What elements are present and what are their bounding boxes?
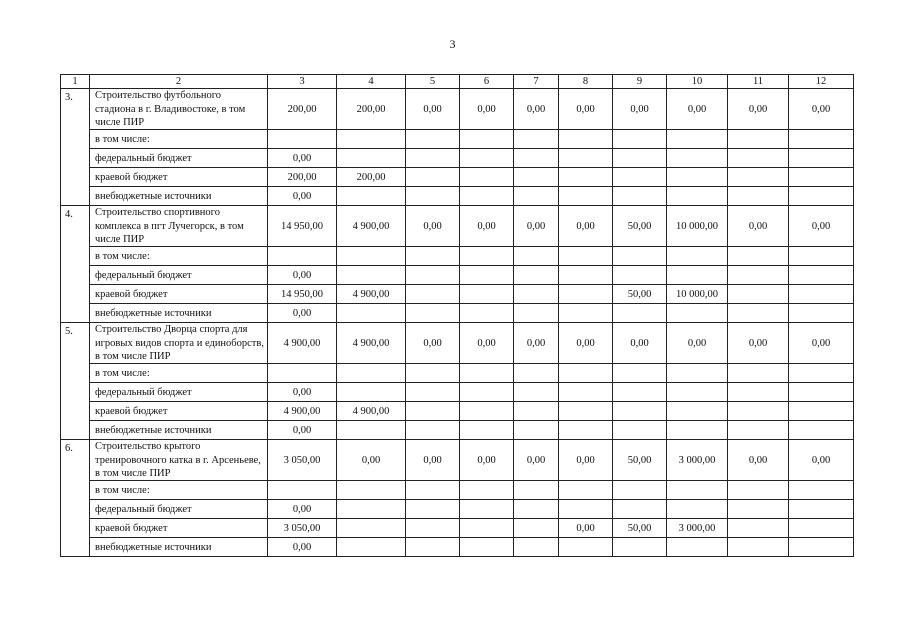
- funding-value-col-6: [460, 285, 514, 304]
- funding-value-col-3: 0,00: [268, 500, 337, 519]
- funding-value-col-10: [667, 168, 728, 187]
- funding-value-col-11: [728, 304, 789, 323]
- funding-value-col-12: [789, 402, 854, 421]
- funding-value-col-5: [406, 304, 460, 323]
- funding-value-col-8: [559, 130, 613, 149]
- funding-value-col-6: [460, 364, 514, 383]
- funding-value-col-8: [559, 383, 613, 402]
- funding-value-col-4: [337, 304, 406, 323]
- funding-value-col-10: [667, 266, 728, 285]
- project-name: Строительство крытого тренировочного катка в г. Арсеньеве, в том числе ПИР: [90, 440, 268, 481]
- project-value-col-5: 0,00: [406, 89, 460, 130]
- funding-row: [61, 304, 854, 323]
- funding-row: [61, 168, 854, 187]
- funding-value-col-7: [514, 481, 559, 500]
- funding-value-col-12: [789, 149, 854, 168]
- column-number-10: 10: [667, 75, 728, 89]
- funding-value-col-8: [559, 187, 613, 206]
- funding-source-label: внебюджетные источники: [90, 187, 268, 206]
- project-value-col-3: 3 050,00: [268, 440, 337, 481]
- funding-source-label: в том числе:: [90, 364, 268, 383]
- column-number-3: 3: [268, 75, 337, 89]
- funding-value-col-12: [789, 481, 854, 500]
- funding-value-col-9: [613, 383, 667, 402]
- funding-value-col-5: [406, 519, 460, 538]
- project-value-col-12: 0,00: [789, 440, 854, 481]
- column-number-7: 7: [514, 75, 559, 89]
- column-number-9: 9: [613, 75, 667, 89]
- project-value-col-7: 0,00: [514, 206, 559, 247]
- funding-row: [61, 538, 854, 557]
- table-body: [61, 75, 854, 557]
- funding-value-col-3: 0,00: [268, 187, 337, 206]
- project-value-col-10: 3 000,00: [667, 440, 728, 481]
- funding-value-col-10: 10 000,00: [667, 285, 728, 304]
- project-name: Строительство спортивного комплекса в пгт Лучегорск, в том числе ПИР: [90, 206, 268, 247]
- funding-value-col-12: [789, 383, 854, 402]
- column-number-12: 12: [789, 75, 854, 89]
- project-value-col-12: 0,00: [789, 89, 854, 130]
- funding-value-col-3: [268, 247, 337, 266]
- funding-value-col-7: [514, 247, 559, 266]
- project-value-col-9: 0,00: [613, 89, 667, 130]
- project-value-col-4: 0,00: [337, 440, 406, 481]
- column-number-1: 1: [61, 75, 90, 89]
- funding-value-col-5: [406, 538, 460, 557]
- page-number: 3: [449, 37, 456, 51]
- funding-row: [61, 519, 854, 538]
- funding-value-col-10: [667, 149, 728, 168]
- project-number: 6.: [61, 440, 90, 557]
- funding-value-col-11: [728, 187, 789, 206]
- funding-value-col-5: [406, 364, 460, 383]
- project-number: 4.: [61, 206, 90, 323]
- funding-row: [61, 364, 854, 383]
- funding-value-col-9: 50,00: [613, 519, 667, 538]
- funding-value-col-5: [406, 168, 460, 187]
- funding-value-col-11: [728, 285, 789, 304]
- funding-value-col-7: [514, 168, 559, 187]
- funding-value-col-8: [559, 266, 613, 285]
- project-value-col-8: 0,00: [559, 206, 613, 247]
- funding-value-col-11: [728, 247, 789, 266]
- funding-row: [61, 247, 854, 266]
- funding-value-col-5: [406, 247, 460, 266]
- project-value-col-11: 0,00: [728, 89, 789, 130]
- funding-value-col-11: [728, 402, 789, 421]
- funding-value-col-6: [460, 481, 514, 500]
- funding-value-col-5: [406, 383, 460, 402]
- column-number-11: 11: [728, 75, 789, 89]
- funding-value-col-12: [789, 538, 854, 557]
- funding-value-col-6: [460, 266, 514, 285]
- funding-value-col-10: [667, 130, 728, 149]
- funding-row: [61, 130, 854, 149]
- funding-source-label: внебюджетные источники: [90, 421, 268, 440]
- project-value-col-5: 0,00: [406, 440, 460, 481]
- funding-value-col-9: [613, 481, 667, 500]
- funding-value-col-6: [460, 402, 514, 421]
- funding-value-col-11: [728, 421, 789, 440]
- funding-value-col-4: [337, 130, 406, 149]
- funding-row: [61, 421, 854, 440]
- funding-value-col-5: [406, 421, 460, 440]
- funding-value-col-7: [514, 304, 559, 323]
- column-number-8: 8: [559, 75, 613, 89]
- funding-value-col-8: [559, 168, 613, 187]
- funding-value-col-12: [789, 519, 854, 538]
- funding-source-label: федеральный бюджет: [90, 149, 268, 168]
- funding-value-col-3: 0,00: [268, 383, 337, 402]
- funding-value-col-9: [613, 500, 667, 519]
- funding-source-label: федеральный бюджет: [90, 266, 268, 285]
- funding-value-col-9: [613, 168, 667, 187]
- project-value-col-11: 0,00: [728, 323, 789, 364]
- funding-row: [61, 149, 854, 168]
- funding-value-col-10: [667, 247, 728, 266]
- project-name: Строительство Дворца спорта для игровых видов спорта и единоборств, в том числе ПИР: [90, 323, 268, 364]
- funding-value-col-10: [667, 304, 728, 323]
- project-value-col-11: 0,00: [728, 206, 789, 247]
- project-value-col-11: 0,00: [728, 440, 789, 481]
- funding-value-col-3: 0,00: [268, 266, 337, 285]
- funding-value-col-11: [728, 364, 789, 383]
- funding-value-col-6: [460, 130, 514, 149]
- funding-source-label: внебюджетные источники: [90, 538, 268, 557]
- funding-row: [61, 187, 854, 206]
- funding-value-col-9: [613, 187, 667, 206]
- funding-value-col-11: [728, 149, 789, 168]
- project-value-col-8: 0,00: [559, 89, 613, 130]
- project-value-col-7: 0,00: [514, 89, 559, 130]
- funding-value-col-8: [559, 421, 613, 440]
- funding-value-col-8: [559, 538, 613, 557]
- funding-value-col-5: [406, 130, 460, 149]
- funding-value-col-11: [728, 500, 789, 519]
- funding-value-col-5: [406, 500, 460, 519]
- column-number-5: 5: [406, 75, 460, 89]
- funding-row: [61, 402, 854, 421]
- funding-source-label: краевой бюджет: [90, 519, 268, 538]
- funding-source-label: краевой бюджет: [90, 402, 268, 421]
- project-value-col-5: 0,00: [406, 323, 460, 364]
- funding-value-col-7: [514, 500, 559, 519]
- funding-value-col-4: 4 900,00: [337, 285, 406, 304]
- funding-value-col-8: [559, 500, 613, 519]
- funding-value-col-4: [337, 538, 406, 557]
- funding-source-label: в том числе:: [90, 247, 268, 266]
- project-value-col-3: 14 950,00: [268, 206, 337, 247]
- funding-value-col-7: [514, 519, 559, 538]
- funding-value-col-3: [268, 130, 337, 149]
- funding-value-col-9: [613, 304, 667, 323]
- funding-value-col-7: [514, 130, 559, 149]
- project-row: [61, 206, 854, 247]
- funding-row: [61, 383, 854, 402]
- funding-value-col-9: [613, 149, 667, 168]
- project-value-col-10: 10 000,00: [667, 206, 728, 247]
- project-value-col-3: 200,00: [268, 89, 337, 130]
- column-number-4: 4: [337, 75, 406, 89]
- funding-source-label: краевой бюджет: [90, 285, 268, 304]
- funding-row: [61, 266, 854, 285]
- project-value-col-9: 0,00: [613, 323, 667, 364]
- funding-value-col-4: [337, 364, 406, 383]
- funding-value-col-5: [406, 285, 460, 304]
- funding-value-col-6: [460, 187, 514, 206]
- funding-value-col-3: 0,00: [268, 149, 337, 168]
- funding-value-col-9: [613, 421, 667, 440]
- funding-value-col-9: [613, 364, 667, 383]
- project-value-col-12: 0,00: [789, 323, 854, 364]
- funding-value-col-3: 0,00: [268, 304, 337, 323]
- funding-value-col-9: 50,00: [613, 285, 667, 304]
- funding-value-col-12: [789, 500, 854, 519]
- funding-value-col-4: [337, 383, 406, 402]
- funding-value-col-6: [460, 383, 514, 402]
- funding-source-label: в том числе:: [90, 481, 268, 500]
- funding-value-col-6: [460, 538, 514, 557]
- funding-value-col-10: [667, 383, 728, 402]
- project-name: Строительство футбольного стадиона в г. Владивостоке, в том числе ПИР: [90, 89, 268, 130]
- project-value-col-10: 0,00: [667, 323, 728, 364]
- budget-table: [60, 74, 854, 557]
- funding-value-col-6: [460, 304, 514, 323]
- funding-source-label: федеральный бюджет: [90, 500, 268, 519]
- funding-value-col-8: [559, 364, 613, 383]
- project-value-col-3: 4 900,00: [268, 323, 337, 364]
- funding-value-col-7: [514, 538, 559, 557]
- funding-value-col-5: [406, 187, 460, 206]
- funding-value-col-10: 3 000,00: [667, 519, 728, 538]
- funding-value-col-5: [406, 481, 460, 500]
- funding-value-col-8: [559, 247, 613, 266]
- funding-value-col-11: [728, 266, 789, 285]
- funding-value-col-3: 14 950,00: [268, 285, 337, 304]
- project-value-col-4: 4 900,00: [337, 323, 406, 364]
- funding-value-col-4: [337, 266, 406, 285]
- funding-value-col-7: [514, 364, 559, 383]
- project-value-col-5: 0,00: [406, 206, 460, 247]
- funding-value-col-8: [559, 304, 613, 323]
- funding-value-col-7: [514, 402, 559, 421]
- funding-value-col-8: [559, 285, 613, 304]
- funding-value-col-7: [514, 383, 559, 402]
- funding-value-col-8: [559, 402, 613, 421]
- funding-value-col-3: 0,00: [268, 538, 337, 557]
- project-row: [61, 323, 854, 364]
- funding-source-label: в том числе:: [90, 130, 268, 149]
- funding-value-col-11: [728, 383, 789, 402]
- project-value-col-9: 50,00: [613, 206, 667, 247]
- funding-value-col-4: [337, 421, 406, 440]
- funding-value-col-6: [460, 421, 514, 440]
- project-number: 5.: [61, 323, 90, 440]
- funding-value-col-6: [460, 500, 514, 519]
- funding-value-col-9: [613, 247, 667, 266]
- project-row: [61, 440, 854, 481]
- funding-row: [61, 500, 854, 519]
- project-value-col-4: 4 900,00: [337, 206, 406, 247]
- project-value-col-7: 0,00: [514, 323, 559, 364]
- funding-value-col-9: [613, 130, 667, 149]
- column-number-6: 6: [460, 75, 514, 89]
- funding-value-col-6: [460, 149, 514, 168]
- project-value-col-7: 0,00: [514, 440, 559, 481]
- funding-value-col-9: [613, 538, 667, 557]
- project-value-col-8: 0,00: [559, 440, 613, 481]
- funding-value-col-10: [667, 402, 728, 421]
- funding-source-label: федеральный бюджет: [90, 383, 268, 402]
- funding-value-col-8: 0,00: [559, 519, 613, 538]
- funding-row: [61, 481, 854, 500]
- project-value-col-6: 0,00: [460, 323, 514, 364]
- funding-value-col-11: [728, 481, 789, 500]
- funding-source-label: краевой бюджет: [90, 168, 268, 187]
- funding-value-col-8: [559, 149, 613, 168]
- funding-value-col-4: [337, 500, 406, 519]
- funding-value-col-7: [514, 187, 559, 206]
- funding-value-col-11: [728, 168, 789, 187]
- funding-value-col-10: [667, 500, 728, 519]
- funding-value-col-8: [559, 481, 613, 500]
- funding-value-col-4: [337, 519, 406, 538]
- funding-value-col-9: [613, 402, 667, 421]
- funding-value-col-10: [667, 364, 728, 383]
- funding-value-col-7: [514, 266, 559, 285]
- funding-value-col-12: [789, 266, 854, 285]
- funding-value-col-4: 4 900,00: [337, 402, 406, 421]
- funding-row: [61, 285, 854, 304]
- column-number-2: 2: [90, 75, 268, 89]
- funding-value-col-12: [789, 187, 854, 206]
- funding-value-col-5: [406, 266, 460, 285]
- funding-value-col-10: [667, 481, 728, 500]
- project-value-col-10: 0,00: [667, 89, 728, 130]
- funding-value-col-10: [667, 421, 728, 440]
- funding-value-col-7: [514, 149, 559, 168]
- funding-value-col-12: [789, 168, 854, 187]
- funding-value-col-4: [337, 247, 406, 266]
- funding-value-col-3: 0,00: [268, 421, 337, 440]
- funding-value-col-3: [268, 364, 337, 383]
- funding-value-col-12: [789, 304, 854, 323]
- funding-value-col-9: [613, 266, 667, 285]
- project-value-col-9: 50,00: [613, 440, 667, 481]
- funding-value-col-11: [728, 519, 789, 538]
- funding-source-label: внебюджетные источники: [90, 304, 268, 323]
- funding-value-col-12: [789, 364, 854, 383]
- funding-value-col-6: [460, 247, 514, 266]
- funding-value-col-11: [728, 130, 789, 149]
- funding-value-col-3: 4 900,00: [268, 402, 337, 421]
- project-value-col-6: 0,00: [460, 440, 514, 481]
- project-row: [61, 89, 854, 130]
- funding-value-col-12: [789, 130, 854, 149]
- funding-value-col-4: 200,00: [337, 168, 406, 187]
- funding-value-col-7: [514, 285, 559, 304]
- funding-value-col-5: [406, 149, 460, 168]
- funding-value-col-10: [667, 538, 728, 557]
- project-value-col-6: 0,00: [460, 206, 514, 247]
- funding-value-col-11: [728, 538, 789, 557]
- project-value-col-8: 0,00: [559, 323, 613, 364]
- funding-value-col-6: [460, 168, 514, 187]
- funding-value-col-12: [789, 421, 854, 440]
- header-row: [61, 75, 854, 89]
- funding-value-col-3: 3 050,00: [268, 519, 337, 538]
- funding-value-col-12: [789, 285, 854, 304]
- funding-value-col-4: [337, 187, 406, 206]
- project-value-col-4: 200,00: [337, 89, 406, 130]
- funding-value-col-12: [789, 247, 854, 266]
- project-value-col-6: 0,00: [460, 89, 514, 130]
- project-value-col-12: 0,00: [789, 206, 854, 247]
- funding-value-col-4: [337, 481, 406, 500]
- funding-value-col-4: [337, 149, 406, 168]
- funding-value-col-7: [514, 421, 559, 440]
- funding-value-col-3: [268, 481, 337, 500]
- funding-value-col-10: [667, 187, 728, 206]
- funding-value-col-3: 200,00: [268, 168, 337, 187]
- funding-value-col-6: [460, 519, 514, 538]
- project-number: 3.: [61, 89, 90, 206]
- funding-value-col-5: [406, 402, 460, 421]
